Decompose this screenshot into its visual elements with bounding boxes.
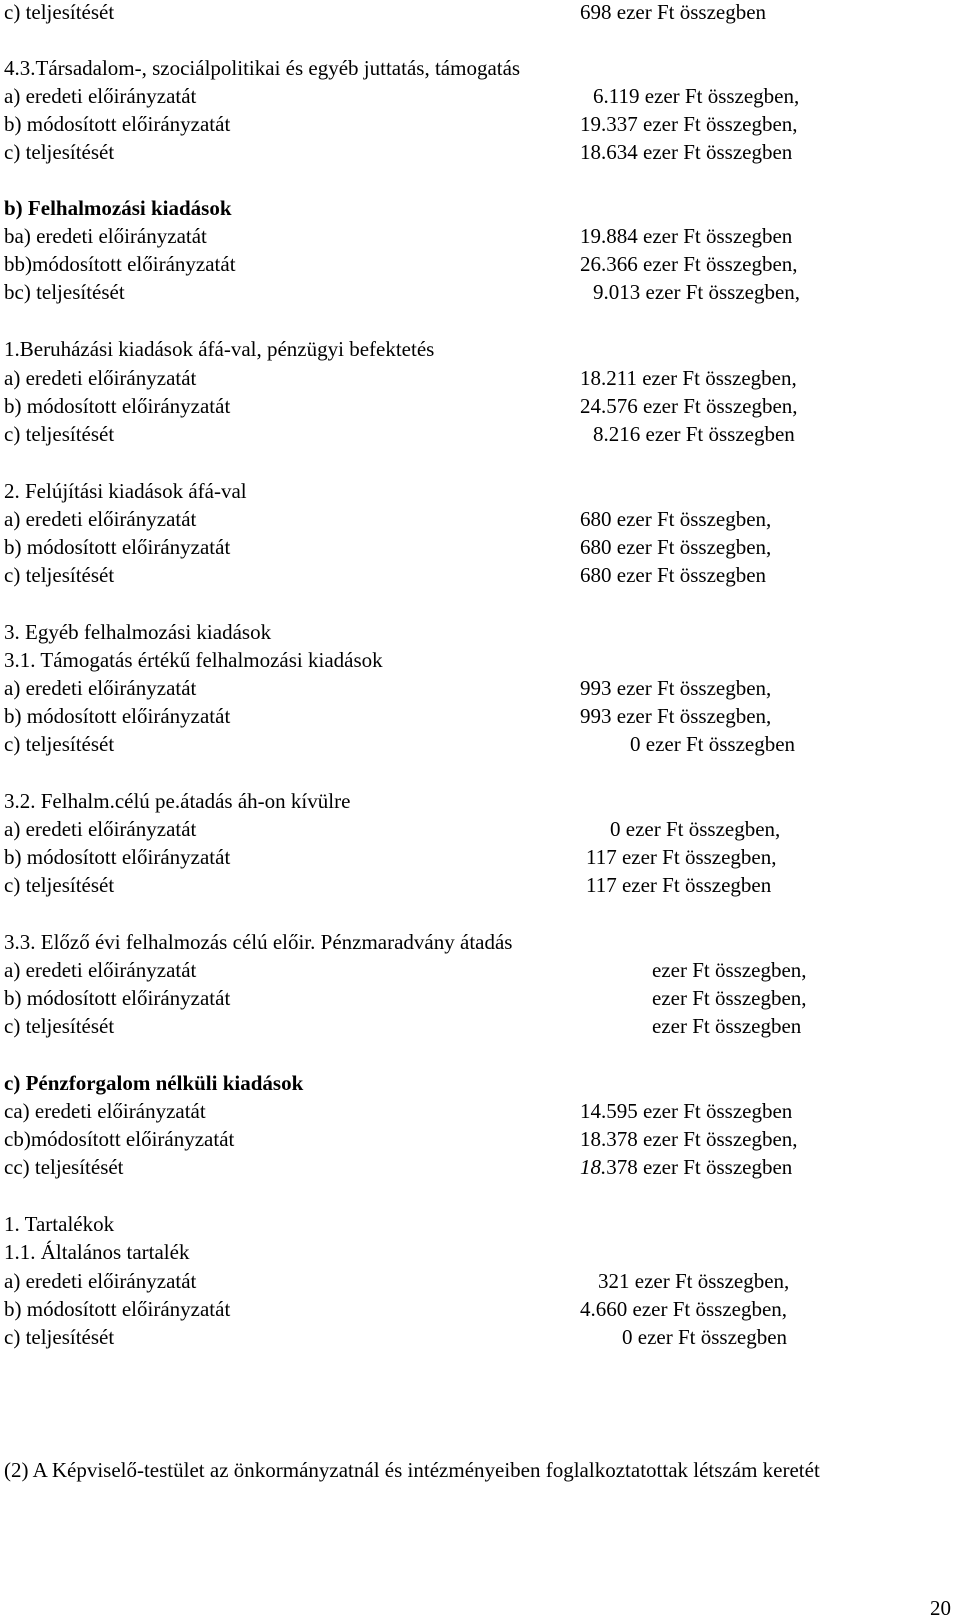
line-amount: 14.595 ezer Ft összegben <box>580 1099 793 1123</box>
document-line <box>0 505 960 533</box>
line-label: cc) teljesítését <box>4 1155 124 1179</box>
line-label: ca) eredeti előirányzatát <box>4 1099 206 1123</box>
line-label: ba) eredeti előirányzatát <box>4 224 207 248</box>
document-line <box>0 561 960 589</box>
line-label: b) módosított előirányzatát <box>4 986 231 1010</box>
document-line <box>0 54 960 82</box>
line-label: a) eredeti előirányzatát <box>4 1269 197 1293</box>
document-line <box>0 646 960 674</box>
line-label: 2. Felújítási kiadások áfá-val <box>4 479 247 503</box>
document-line <box>0 702 960 730</box>
document-line <box>0 1323 960 1351</box>
document-line <box>0 1238 960 1266</box>
line-label: cb)módosított előirányzatát <box>4 1127 235 1151</box>
document-line <box>0 194 960 222</box>
line-label: a) eredeti előirányzatát <box>4 84 197 108</box>
document-line <box>0 364 960 392</box>
document-line <box>0 110 960 138</box>
closing-paragraph: (2) A Képviselő-testület az önkormányzatnál és intézményeiben foglalkoztatottak létszám keretét <box>4 1458 820 1482</box>
line-label: a) eredeti előirányzatát <box>4 817 197 841</box>
page-number: 20 <box>930 1596 951 1620</box>
line-amount: 4.660 ezer Ft összegben, <box>580 1297 788 1321</box>
line-label: b) módosított előirányzatát <box>4 394 231 418</box>
line-amount: 993 ezer Ft összegben, <box>580 704 772 728</box>
section-heading: c) Pénzforgalom nélküli kiadások <box>4 1071 304 1095</box>
line-label: b) módosított előirányzatát <box>4 704 231 728</box>
document-line <box>0 1097 960 1125</box>
line-amount: 19.884 ezer Ft összegben <box>580 224 793 248</box>
line-label: c) teljesítését <box>4 732 115 756</box>
document-line <box>0 956 960 984</box>
section-heading: b) Felhalmozási kiadások <box>4 196 232 220</box>
line-label: 1.1. Általános tartalék <box>4 1240 190 1264</box>
line-label: a) eredeti előirányzatát <box>4 958 197 982</box>
line-label: 3. Egyéb felhalmozási kiadások <box>4 620 272 644</box>
line-label: a) eredeti előirányzatát <box>4 366 197 390</box>
line-label: 4.3.Társadalom-, szociálpolitikai és egyéb juttatás, támogatás <box>4 56 521 80</box>
document-line <box>0 222 960 250</box>
document-line <box>0 1210 960 1238</box>
document-line <box>0 138 960 166</box>
document-line <box>0 278 960 306</box>
line-amount <box>580 1153 792 1181</box>
document-line <box>0 984 960 1012</box>
line-amount: 9.013 ezer Ft összegben, <box>593 280 801 304</box>
line-label: c) teljesítését <box>4 0 115 24</box>
line-amount: ezer Ft összegben <box>652 1014 802 1038</box>
document-line <box>0 674 960 702</box>
document-line <box>0 787 960 815</box>
line-label: c) teljesítését <box>4 1014 115 1038</box>
line-amount: 18.634 ezer Ft összegben <box>580 140 793 164</box>
line-amount: 6.119 ezer Ft összegben, <box>593 84 800 108</box>
line-label: c) teljesítését <box>4 873 115 897</box>
document-line <box>0 1267 960 1295</box>
line-amount: 117 ezer Ft összegben, <box>586 845 777 869</box>
line-amount: 698 ezer Ft összegben <box>580 0 767 24</box>
amount-rest: 378 ezer Ft összegben <box>606 1155 793 1179</box>
line-amount: ezer Ft összegben, <box>652 958 807 982</box>
document-line <box>0 815 960 843</box>
line-amount: 8.216 ezer Ft összegben <box>593 422 795 446</box>
document-line <box>0 1153 960 1181</box>
line-label: 3.1. Támogatás értékű felhalmozási kiadások <box>4 648 383 672</box>
line-amount: 18.211 ezer Ft összegben, <box>580 366 797 390</box>
line-amount: 993 ezer Ft összegben, <box>580 676 772 700</box>
document-line <box>0 420 960 448</box>
line-amount: 321 ezer Ft összegben, <box>598 1269 790 1293</box>
document-line <box>0 250 960 278</box>
document-line <box>0 843 960 871</box>
line-amount: 0 ezer Ft összegben, <box>610 817 781 841</box>
line-label: bb)módosított előirányzatát <box>4 252 236 276</box>
line-label: c) teljesítését <box>4 422 115 446</box>
line-label: a) eredeti előirányzatát <box>4 507 197 531</box>
line-label: b) módosított előirányzatát <box>4 845 231 869</box>
document-line <box>0 0 960 26</box>
line-amount: 19.337 ezer Ft összegben, <box>580 112 798 136</box>
line-label: c) teljesítését <box>4 563 115 587</box>
line-label: b) módosított előirányzatát <box>4 112 231 136</box>
document-line <box>0 533 960 561</box>
line-label: 1.Beruházási kiadások áfá-val, pénzügyi befektetés <box>4 337 435 361</box>
line-label: 1. Tartalékok <box>4 1212 115 1236</box>
line-amount: 0 ezer Ft összegben <box>622 1325 788 1349</box>
line-amount: ezer Ft összegben, <box>652 986 807 1010</box>
document-line <box>0 1295 960 1323</box>
line-amount: 680 ezer Ft összegben, <box>580 535 772 559</box>
line-amount: 680 ezer Ft összegben <box>580 563 767 587</box>
document-line <box>0 1125 960 1153</box>
line-amount: 18.378 ezer Ft összegben, <box>580 1127 798 1151</box>
document-line <box>0 730 960 758</box>
document-line <box>0 1012 960 1040</box>
document-line <box>0 1069 960 1097</box>
document-line <box>0 82 960 110</box>
line-label: c) teljesítését <box>4 1325 115 1349</box>
amount-italic-part: 18. <box>580 1155 607 1179</box>
document-line <box>0 928 960 956</box>
line-amount: 26.366 ezer Ft összegben, <box>580 252 798 276</box>
line-label: c) teljesítését <box>4 140 115 164</box>
document-line <box>0 392 960 420</box>
document-line <box>0 477 960 505</box>
document-line <box>0 618 960 646</box>
line-label: 3.3. Előző évi felhalmozás célú előir. Pénzmaradvány átadás <box>4 930 513 954</box>
line-label: bc) teljesítését <box>4 280 125 304</box>
line-label: 3.2. Felhalm.célú pe.átadás áh-on kívülre <box>4 789 351 813</box>
line-amount: 680 ezer Ft összegben, <box>580 507 772 531</box>
line-amount: 117 ezer Ft összegben <box>586 873 772 897</box>
document-line <box>0 871 960 899</box>
line-label: b) módosított előirányzatát <box>4 535 231 559</box>
line-amount: 0 ezer Ft összegben <box>630 732 796 756</box>
line-label: b) módosított előirányzatát <box>4 1297 231 1321</box>
line-label: a) eredeti előirányzatát <box>4 676 197 700</box>
line-amount: 24.576 ezer Ft összegben, <box>580 394 798 418</box>
document-line <box>0 335 960 363</box>
